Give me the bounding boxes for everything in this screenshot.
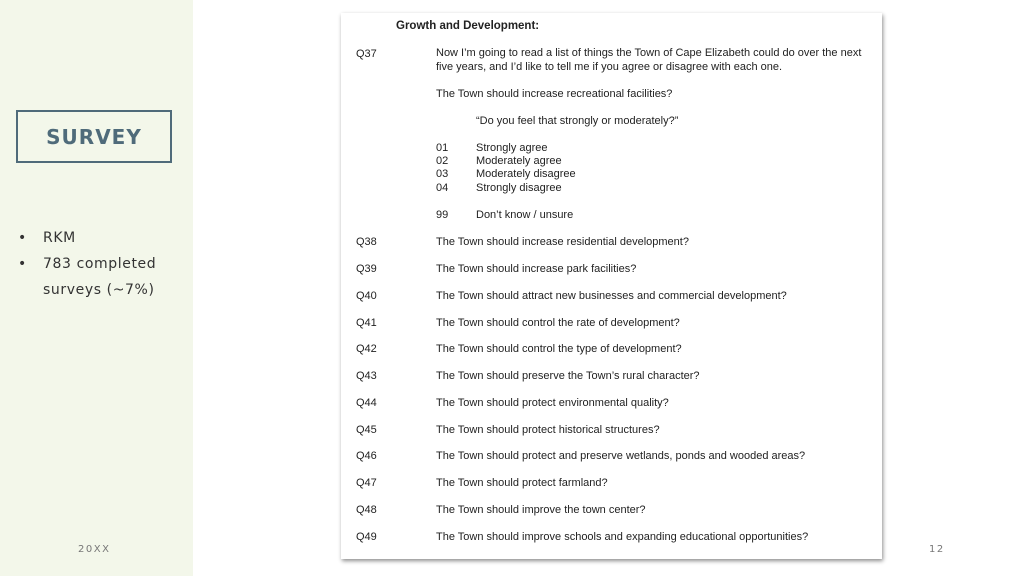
question-text: The Town should preserve the Town’s rural character? [436,370,700,382]
question-text: The Town should improve the town center? [436,504,646,516]
option-label: Moderately disagree [476,168,576,180]
question-text: The Town should increase park facilities? [436,263,637,275]
document-heading: Growth and Development: [396,20,540,32]
bullet-text: 783 completed [43,256,157,272]
bullet-item-continuation [18,277,188,303]
bullet-text: RKM [43,230,76,246]
bullet-item [18,251,188,277]
question-id: Q39 [356,263,377,275]
question-text: The Town should protect farmland? [436,477,608,489]
option-label: Strongly agree [476,142,548,154]
question-id: Q49 [356,531,377,543]
question-text: The Town should protect environmental quality? [436,397,669,409]
question-intro: Now I’m going to read a list of things the Town of Cape Elizabeth could do over the next five years, and I’d like to tell me if you agree or disagree with each one. [436,47,862,73]
footer-date: 20XX [78,544,111,555]
question-id: Q38 [356,236,377,248]
question-id: Q41 [356,317,377,329]
question-id: Q44 [356,397,377,409]
page-number: 12 [929,544,945,555]
question-id: Q46 [356,450,377,462]
question-text: The Town should control the rate of development? [436,317,680,329]
slide-title-box [16,110,172,163]
question-id: Q40 [356,290,377,302]
option-code: 01 [436,142,449,154]
bullet-list [18,225,188,303]
bullet-dot: • [18,230,27,246]
question-id: Q48 [356,504,377,516]
option-code: 99 [436,209,449,221]
question-prompt: “Do you feel that strongly or moderately?” [476,115,679,127]
question-text: The Town should improve schools and expanding educational opportunities? [436,531,809,543]
question-text: The Town should increase residential development? [436,236,689,248]
slide-title: SURVEY [46,124,142,149]
question-id: Q42 [356,343,377,355]
bullet-text: surveys (~7%) [43,282,155,298]
bullet-item [18,225,188,251]
bullet-dot: • [18,256,27,272]
question-id: Q45 [356,424,377,436]
option-label: Moderately agree [476,155,562,167]
question-id: Q47 [356,477,377,489]
option-code: 04 [436,182,449,194]
option-label: Don’t know / unsure [476,209,574,221]
question-text: The Town should protect historical structures? [436,424,660,436]
option-label: Strongly disagree [476,182,562,194]
question-id: Q37 [356,48,377,60]
sidebar [0,0,193,576]
question-id: Q43 [356,370,377,382]
survey-document-image [341,13,882,559]
question-text: The Town should attract new businesses and commercial development? [436,290,787,302]
question-text: The Town should control the type of development? [436,343,682,355]
option-code: 03 [436,168,449,180]
question-statement: The Town should increase recreational facilities? [436,88,673,100]
question-text: The Town should protect and preserve wetlands, ponds and wooded areas? [436,450,806,462]
option-code: 02 [436,155,449,167]
